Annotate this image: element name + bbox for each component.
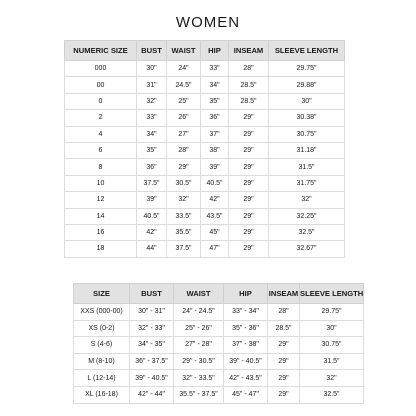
table-cell: 45" - 47" [224, 386, 268, 403]
table-cell: 24.5" [167, 77, 201, 93]
table-row [65, 224, 345, 240]
table-cell: 29" [167, 159, 201, 175]
table-cell: 36" [201, 110, 229, 126]
table-header-row [65, 41, 345, 61]
table-row [65, 110, 345, 126]
table-cell: 37.5" [167, 241, 201, 257]
table-cell: 2 [65, 110, 137, 126]
table-cell: 44" [137, 241, 167, 257]
table-cell: 14 [65, 208, 137, 224]
table-cell: 33" [201, 61, 229, 77]
table-row [74, 386, 364, 403]
table-cell: 29" [268, 386, 300, 403]
table-cell: 37" [201, 126, 229, 142]
table-cell: 28.5" [229, 77, 269, 93]
table-cell: 25" [167, 93, 201, 109]
table-cell: 0 [65, 93, 137, 109]
table-cell: 32.67" [269, 241, 345, 257]
table-cell: 31" [137, 77, 167, 93]
table-cell: 33.5" [167, 208, 201, 224]
table-row [65, 126, 345, 142]
table-cell: M (8-10) [74, 353, 130, 370]
column-header: SLEEVE LENGTH [269, 41, 345, 61]
table-row [74, 320, 364, 337]
table-cell: 28" [268, 304, 300, 321]
table-row [65, 175, 345, 191]
table-cell: 36" - 37.5" [130, 353, 174, 370]
table-cell: 18 [65, 241, 137, 257]
table-cell: 32.5" [300, 386, 364, 403]
table-cell: 29" [229, 126, 269, 142]
table-cell: 24" - 24.5" [174, 304, 224, 321]
table-cell: 28.5" [268, 320, 300, 337]
table-cell: 4 [65, 126, 137, 142]
table-cell: 00 [65, 77, 137, 93]
table-row [74, 353, 364, 370]
table-cell: 35" [137, 142, 167, 158]
table-cell: 29" [229, 110, 269, 126]
table-cell: 35.5" [167, 224, 201, 240]
table-cell: 39" [137, 192, 167, 208]
table-cell: 32.5" [269, 224, 345, 240]
table-cell: 29" [229, 241, 269, 257]
table-cell: 29.88" [269, 77, 345, 93]
table-cell: 29" [268, 370, 300, 387]
table-cell: 29.75" [269, 61, 345, 77]
table-cell: 10 [65, 175, 137, 191]
column-header: SIZE [74, 284, 130, 304]
column-header: BUST [130, 284, 174, 304]
table-row [65, 77, 345, 93]
table-header-row [74, 284, 364, 304]
table-cell: 30.38" [269, 110, 345, 126]
table-cell: 16 [65, 224, 137, 240]
table-row [65, 208, 345, 224]
table-cell: 34" [201, 77, 229, 93]
table-cell: 29" [229, 142, 269, 158]
table-cell: 37" - 38" [224, 337, 268, 354]
table-row [65, 93, 345, 109]
table-cell: 31.18" [269, 142, 345, 158]
column-header: INSEAM [229, 41, 269, 61]
table-cell: 8 [65, 159, 137, 175]
table-cell: 30.75" [300, 337, 364, 354]
table-cell: 29" [268, 353, 300, 370]
table-row [65, 61, 345, 77]
table-cell: 12 [65, 192, 137, 208]
table-cell: 36" [137, 159, 167, 175]
column-header: WAIST [167, 41, 201, 61]
table-cell: 25" - 26" [174, 320, 224, 337]
table-cell: 32" - 33" [130, 320, 174, 337]
table-cell: XS (0-2) [74, 320, 130, 337]
table-row [65, 142, 345, 158]
column-header: HIP [201, 41, 229, 61]
table-cell: 40.5" [201, 175, 229, 191]
table-cell: 39" [201, 159, 229, 175]
table-cell: XL (16-18) [74, 386, 130, 403]
table-row [74, 337, 364, 354]
table-cell: 34" - 35" [130, 337, 174, 354]
table-cell: 30" - 31" [130, 304, 174, 321]
table-cell: 29" [229, 159, 269, 175]
size-range-table [73, 283, 364, 404]
table-cell: 30.75" [269, 126, 345, 142]
table-cell: 32" [300, 370, 364, 387]
table-cell: 42" [137, 224, 167, 240]
table-cell: 33" - 34" [224, 304, 268, 321]
table-row [65, 192, 345, 208]
column-header: HIP [224, 284, 268, 304]
column-header: SLEEVE LENGTH [300, 284, 364, 304]
table-cell: 42" [201, 192, 229, 208]
table-cell: 29" [229, 208, 269, 224]
table-row [65, 159, 345, 175]
table-cell: 28" [229, 61, 269, 77]
table-cell: 26" [167, 110, 201, 126]
table-cell: 28.5" [229, 93, 269, 109]
table-cell: 32" [167, 192, 201, 208]
table-cell: 32.25" [269, 208, 345, 224]
table-cell: 30" [137, 61, 167, 77]
column-header: WAIST [174, 284, 224, 304]
table-cell: 24" [167, 61, 201, 77]
table-cell: 6 [65, 142, 137, 158]
table-cell: 28" [167, 142, 201, 158]
table-cell: 32" - 33.5" [174, 370, 224, 387]
table-cell: XXS (000-00) [74, 304, 130, 321]
table-row [65, 241, 345, 257]
table-cell: 39" - 40.5" [130, 370, 174, 387]
table-row [74, 304, 364, 321]
table-cell: 39" - 40.5" [224, 353, 268, 370]
table-cell: 29" - 30.5" [174, 353, 224, 370]
table-cell: 37.5" [137, 175, 167, 191]
table-cell: 31.5" [300, 353, 364, 370]
column-header: BUST [137, 41, 167, 61]
table-cell: 000 [65, 61, 137, 77]
table-cell: 32" [137, 93, 167, 109]
table-cell: 35" - 36" [224, 320, 268, 337]
table-cell: L (12-14) [74, 370, 130, 387]
table-cell: 35" [201, 93, 229, 109]
table-cell: 30.5" [167, 175, 201, 191]
table-cell: 43.5" [201, 208, 229, 224]
table-cell: 42" - 43.5" [224, 370, 268, 387]
table-cell: 29.75" [300, 304, 364, 321]
page-title: WOMEN [175, 14, 241, 31]
table-cell: 31.5" [269, 159, 345, 175]
table-cell: 30" [300, 320, 364, 337]
column-header: INSEAM [268, 284, 300, 304]
numeric-size-table [64, 40, 345, 258]
table-cell: 35.5" - 37.5" [174, 386, 224, 403]
table-cell: 42" - 44" [130, 386, 174, 403]
table-cell: 32" [269, 192, 345, 208]
table-row [74, 370, 364, 387]
table-cell: 38" [201, 142, 229, 158]
table-cell: 31.75" [269, 175, 345, 191]
table-cell: 29" [229, 175, 269, 191]
table-cell: 29" [268, 337, 300, 354]
table-cell: 27" - 28" [174, 337, 224, 354]
table-cell: 33" [137, 110, 167, 126]
table-cell: 40.5" [137, 208, 167, 224]
table-cell: S (4-6) [74, 337, 130, 354]
table-cell: 34" [137, 126, 167, 142]
column-header: NUMERIC SIZE [65, 41, 137, 61]
table-cell: 27" [167, 126, 201, 142]
table-cell: 29" [229, 224, 269, 240]
table-cell: 47" [201, 241, 229, 257]
table-cell: 30" [269, 93, 345, 109]
table-cell: 29" [229, 192, 269, 208]
table-cell: 45" [201, 224, 229, 240]
